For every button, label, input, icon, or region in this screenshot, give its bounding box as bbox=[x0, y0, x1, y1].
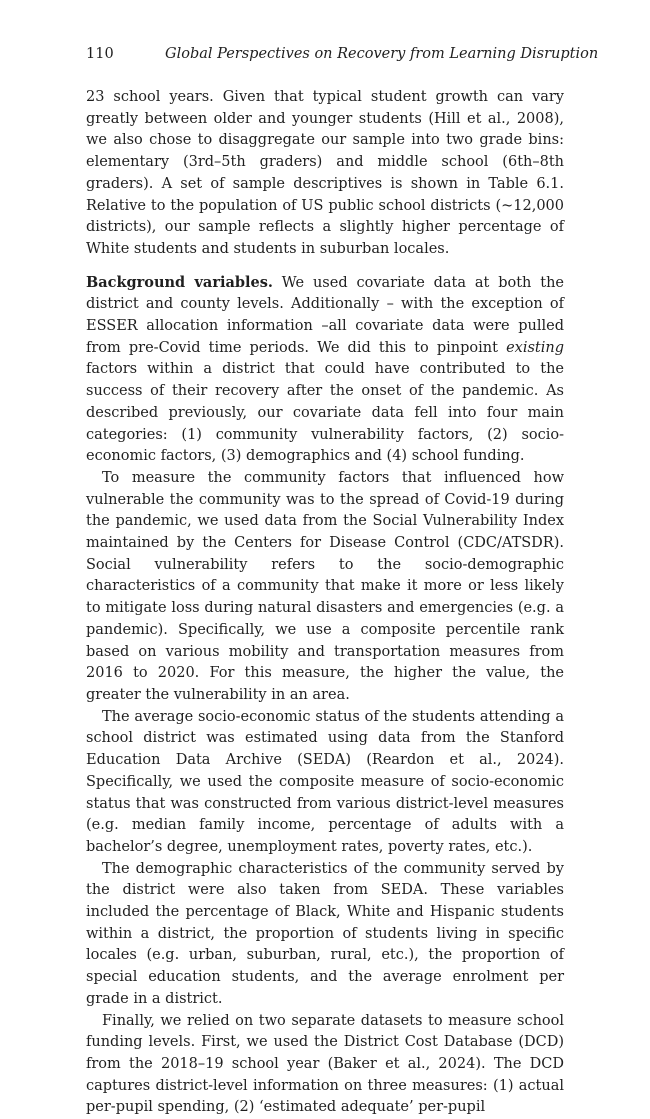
paragraph-demographics: The demographic characteristics of the community served by the district were also taken from SEDA. These variables included the percentage of Black, White and Hispanic students within a district, the proportion of students living in specific locales (e.g. urban, suburban, rural, etc.), the proportion of special education students, and the average enrolment per grade in a district. bbox=[86, 860, 564, 1007]
paragraph-text: We used covariate data at both the district and county levels. Additionally – with the exception of ESSER allocation information –all covariate data were pulled from pre-Covid time periods. We did this to pinpoint bbox=[86, 274, 565, 356]
paragraph-background-variables bbox=[86, 272, 564, 468]
running-header bbox=[86, 43, 599, 65]
paragraph-text: factors within a district that could have contributed to the success of their recovery after the onset of the pandemic. As described previously, our covariate data fell into four main categories: (1) community vulnerability factors, (2) socio-economic factors, (3) demographics and (4) school funding. bbox=[86, 361, 564, 465]
run-in-heading-background-variables: Background variables. bbox=[86, 273, 273, 291]
emphasized-word: existing bbox=[506, 339, 564, 356]
page-number: 110 bbox=[86, 46, 114, 62]
paragraph-community-vulnerability: To measure the community factors that influenced how vulnerable the community was to the spread of Covid-19 during the pandemic, we used data from the Social Vulnerability Index maintained by the Centers for Disease Control (CDC/ATSDR). Social vulnerability refers to the socio-demographic characteristics of a community that make it more or less likely to mitigate loss during natural disasters and emergencies (e.g. a pandemic). Specifically, we use a composite percentile rank based on various mobility and transportation measures from 2016 to 2020. For this measure, the higher the value, the greater the vulnerability in an area. bbox=[86, 469, 564, 703]
paragraph-socio-economic-status: The average socio-economic status of the students attending a school district was estimated using data from the Stanford Education Data Archive (SEDA) (Reardon et al., 2024). Specifically, we used the composite measure of socio-economic status that was constructed from various district-level measures (e.g. median family income, percentage of adults with a bachelor’s degree, unemployment rates, poverty rates, etc.). bbox=[86, 708, 564, 855]
paragraph-school-funding: Finally, we relied on two separate datasets to measure school funding levels. First, we used the District Cost Database (DCD) from the 2018–19 school year (Baker et al., 2024). The DCD captures district-level information on three measures: (1) actual per-pupil spending, (2) ‘estimated adequate’ per-pupil bbox=[86, 1012, 564, 1116]
paragraph-sample-description: 23 school years. Given that typical student growth can vary greatly between older and younger students (Hill et al., 2008), we also chose to disaggregate our sample into two grade bins: elementary (3rd–5th graders) and middle school (6th–8th graders). A set of sample descriptives is shown in Table 6.1. Relative to the population of US public school districts (~12,000 districts), our sample reflects a slightly higher percentage of White students and students in suburban locales. bbox=[86, 89, 564, 257]
body-text bbox=[86, 87, 564, 1119]
running-title: Global Perspectives on Recovery from Learning Disruption bbox=[165, 46, 599, 62]
